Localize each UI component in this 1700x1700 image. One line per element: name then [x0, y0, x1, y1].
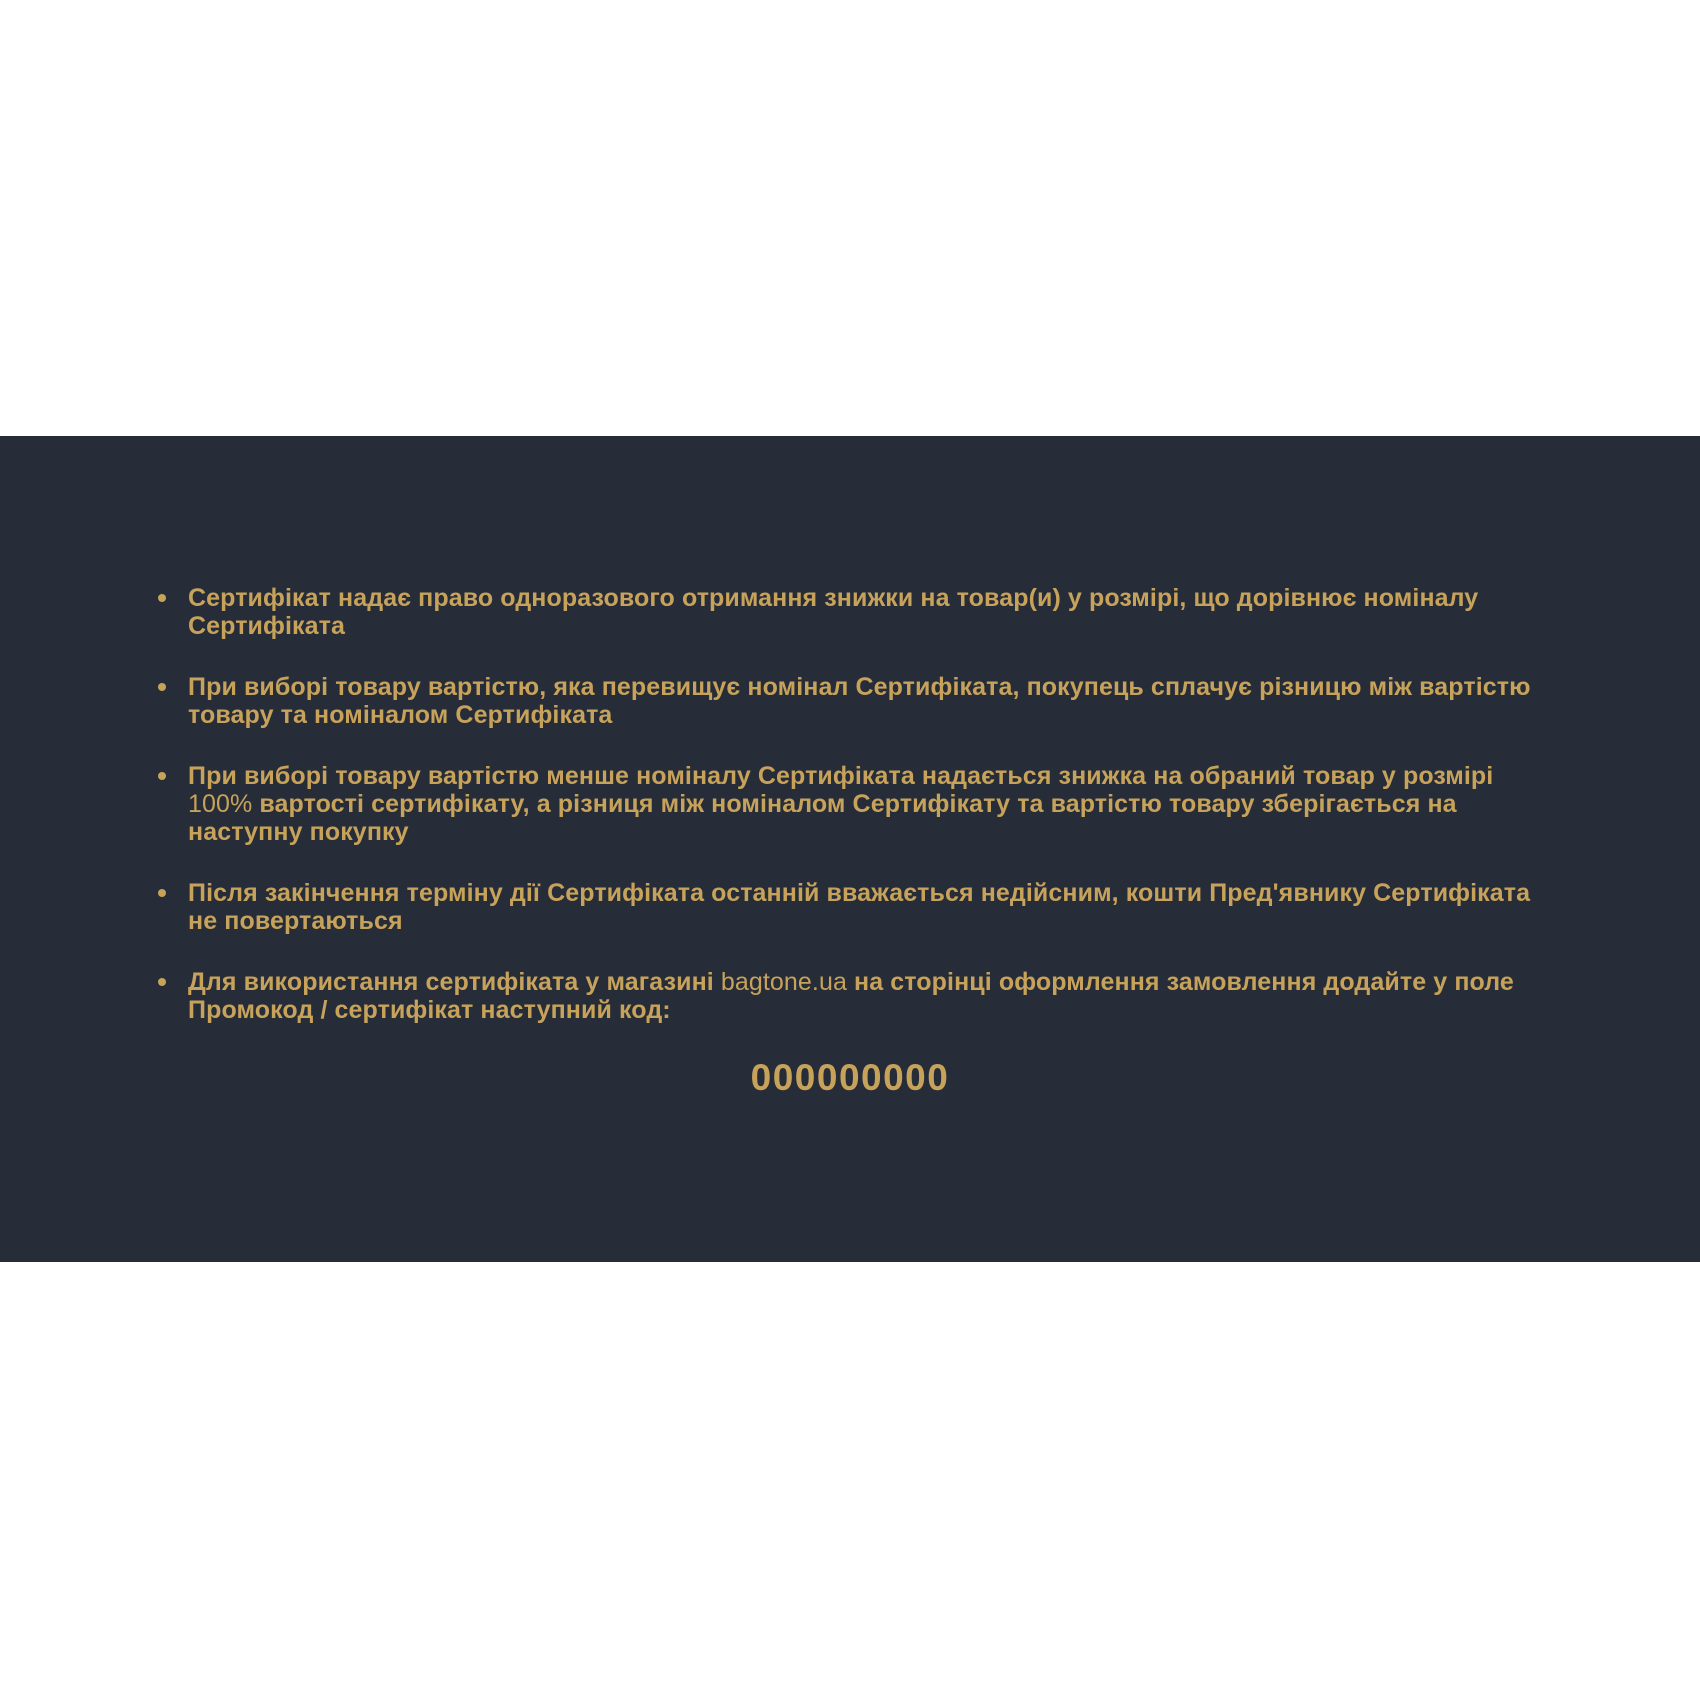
term-item — [150, 762, 1550, 846]
term-text-segment: Сертифікат надає право одноразового отримання знижки на товар(и) у розмірі, що дорівнює номіналу Сертифіката — [188, 584, 1479, 640]
terms-content — [0, 436, 1700, 1099]
bullet-icon — [158, 772, 166, 780]
term-item — [150, 879, 1550, 935]
term-text-segment: вартості сертифікату, а різниця між номіналом Сертифікату та вартістю товару зберігається на наступну покупку — [188, 790, 1457, 846]
certificate-terms-panel — [0, 436, 1700, 1262]
certificate-code: 000000000 — [750, 1057, 950, 1098]
term-text-segment: При виборі товару вартістю, яка перевищує номінал Сертифіката, покупець сплачує різницю між вартістю товару та номіналом Сертифіката — [188, 673, 1531, 729]
term-text-segment: 100% — [188, 790, 253, 818]
bullet-icon — [158, 889, 166, 897]
bullet-icon — [158, 683, 166, 691]
store-domain-text: bagtone.ua — [720, 968, 847, 996]
term-text-segment: Після закінчення терміну дії Сертифіката останній вважається недійсним, кошти Пред'явнику Сертифіката не повертаються — [188, 879, 1531, 935]
term-item — [150, 584, 1550, 640]
term-item — [150, 673, 1550, 729]
terms-list — [150, 584, 1550, 1024]
bullet-icon — [158, 594, 166, 602]
bullet-icon — [158, 978, 166, 986]
term-item — [150, 968, 1550, 1024]
term-text-segment: на сторінці оформлення замовлення додайте у поле Промокод / сертифікат наступний код: — [188, 968, 1514, 1024]
term-text-segment: При виборі товару вартістю менше номіналу Сертифіката надається знижка на обраний товар у розмірі — [188, 762, 1494, 790]
term-text-segment: Для використання сертифіката у магазині — [188, 968, 721, 996]
